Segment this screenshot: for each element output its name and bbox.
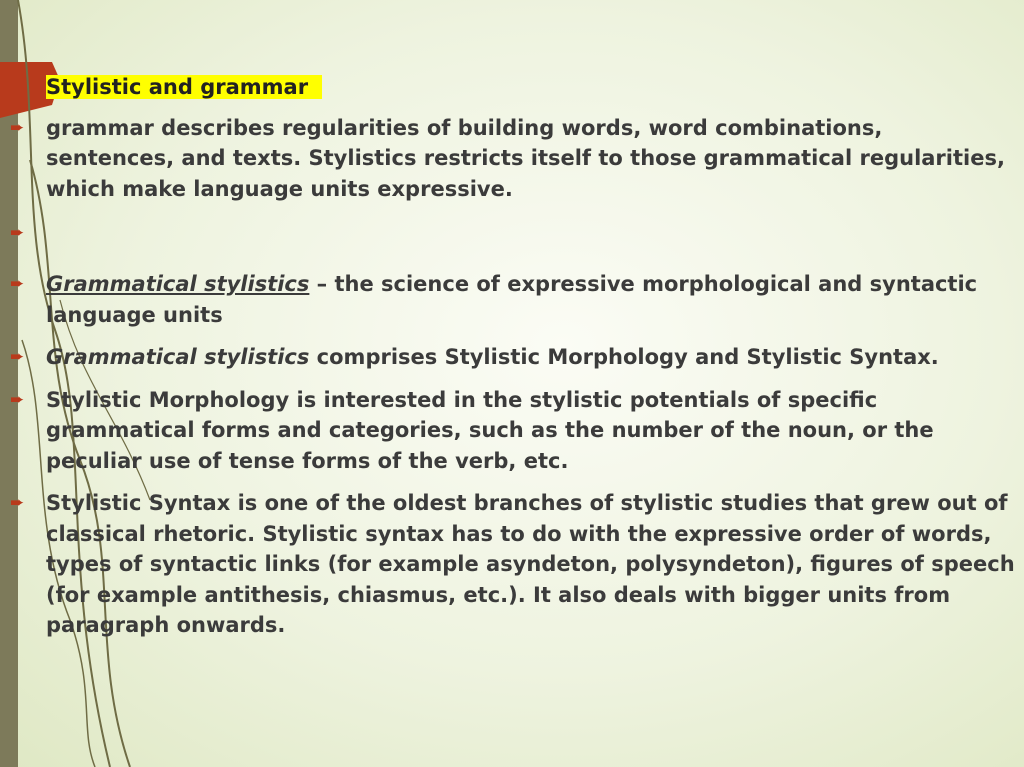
term-grammatical-stylistics: Grammatical stylistics xyxy=(46,272,310,296)
bullet-stylistic-morphology xyxy=(10,385,1016,477)
bullet-grammatical-stylistics-scope xyxy=(10,342,1016,373)
arrow-bullet-icon: ➨ xyxy=(10,493,25,513)
heading-text: Stylistic and grammar xyxy=(46,75,322,99)
arrow-bullet-icon: ➨ xyxy=(10,347,25,367)
bullet-grammatical-stylistics-definition xyxy=(10,269,1016,330)
term-grammatical-stylistics: Grammatical stylistics xyxy=(46,345,310,369)
bullet-text: Stylistic Morphology is interested in the stylistic potentials of specific grammatical forms and categories, such as the number of the noun, or the peculiar use of tense forms of the verb, etc. xyxy=(46,387,934,473)
bullet-text: grammar describes regularities of building words, word combinations, sentences, and texts. Stylistics restricts itself to those grammatical regularities, which make language units expressive. xyxy=(46,115,1005,201)
arrow-bullet-icon: ➨ xyxy=(10,389,25,410)
slide-content xyxy=(10,72,1016,641)
bullet-grammar-definition xyxy=(10,113,1016,205)
slide-heading xyxy=(16,72,1016,103)
arrow-bullet-icon: ➨ xyxy=(10,117,25,138)
arrow-bullet-icon: ➨ xyxy=(10,274,25,294)
bullet-stylistic-syntax xyxy=(10,488,1016,641)
bullet-text: – the science of expressive morphological and syntactic language units xyxy=(46,272,978,327)
bullet-empty xyxy=(10,218,1016,249)
bullet-text: comprises Stylistic Morphology and Stylistic Syntax. xyxy=(309,345,939,369)
bullet-text: Stylistic Syntax is one of the oldest branches of stylistic studies that grew out of classical rhetoric. Stylistic syntax has to do with the expressive order of words, types of syntactic links (for example asyndeton, polysyndeton), figures of speech (for example antithesis, chiasmus, etc.). It also deals with bigger units from paragraph onwards. xyxy=(46,491,1015,637)
arrow-bullet-icon: ➨ xyxy=(10,223,25,243)
